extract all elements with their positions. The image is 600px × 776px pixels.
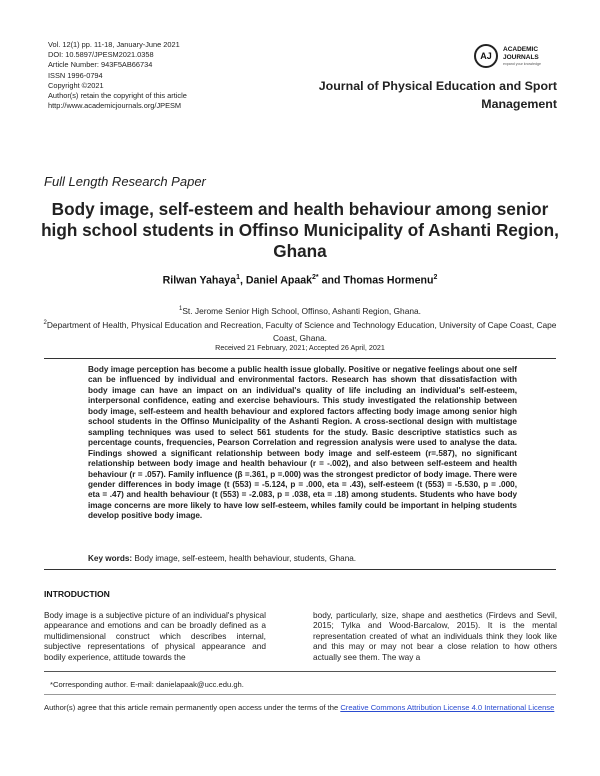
abstract-box	[44, 358, 556, 570]
meta-issn: ISSN 1996-0794	[48, 70, 103, 80]
author-1: Rilwan Yahaya	[162, 274, 237, 287]
author-3-sup: 2	[433, 274, 438, 281]
license-link[interactable]: Creative Commons Attribution License 4.0 International License	[340, 703, 555, 712]
author-list: Rilwan Yahaya$^1$, Daniel Apaak$^{2*}$ and Thomas Hormenu$^2$	[162, 274, 438, 287]
logo-mark-icon: AJ	[474, 44, 498, 68]
section-heading-introduction: INTRODUCTION	[44, 589, 110, 599]
affiliation-1	[36, 303, 564, 317]
meta-rights: Author(s) retain the copyright of this article	[48, 91, 187, 101]
body-column-right: body, particularly, size, shape and aesthetics (Firdevs and Sevil, 2015; Tylka and Wood-Barcalow, 2015). It is the mental representation created of what an individuals think they look like and this may or may not bear a close relation to how others actually see them. The way a	[313, 610, 557, 662]
meta-copyright: Copyright ©2021	[48, 80, 104, 90]
keywords	[88, 554, 356, 563]
license-text: Author(s) agree that this article remain permanently open access under the terms of the	[44, 703, 341, 712]
meta-article-number: Article Number: 943F5AB66734	[48, 60, 153, 70]
body-column-left: Body image is a subjective picture of an individual's physical appearance and emotions and can be broadly defined as a multidimensional construct which describes internal, subjective representations of physical appearance and bodily experience, attitude towards the	[44, 610, 266, 662]
paper-type: Full Length Research Paper	[44, 174, 206, 189]
logo-line2: JOURNALS	[503, 53, 539, 61]
meta-doi: DOI: 10.5897/JPESM2021.0358	[48, 50, 154, 60]
affiliation-2	[36, 317, 564, 344]
logo-wordmark	[503, 46, 539, 61]
author-2: Daniel Apaak	[245, 274, 312, 287]
license-note	[44, 702, 564, 713]
author-1-sup: 1	[236, 274, 240, 281]
author-3: Thomas Hormenu	[343, 274, 434, 287]
meta-url: http://www.academicjournals.org/JPESM	[48, 101, 182, 111]
author-2-sup: 2*	[312, 274, 319, 281]
received-accepted-dates: Received 21 February, 2021; Accepted 26 April, 2021	[215, 343, 385, 352]
affiliation-1-number: 1	[178, 306, 183, 312]
affiliation-2-text: Department of Health, Physical Education and Recreation, Faculty of Science and Technology Education, University of Cape Coast, Cape Coast, Ghana.	[46, 320, 557, 343]
article-metadata	[48, 40, 187, 111]
journal-title: Journal of Physical Education and Sport Management	[318, 79, 557, 111]
affiliation-1-text: St. Jerome Senior High School, Offinso, Ashanti Region, Ghana.	[182, 305, 421, 316]
paper-title: Body image, self-esteem and health behaviour among senior high school students in Offinso Municipality of Ashanti Region, Ghana	[41, 199, 559, 261]
license-divider	[44, 694, 556, 695]
corresponding-author: *Corresponding author. E-mail: danielapaak@ucc.edu.gh.	[50, 680, 244, 689]
abstract-text: Body image perception has become a public health issue globally. Positive or negative feelings about one self can be influenced by individual and environmental factors. Research has shown that dissatisfaction with body image can have an impact on an individual's quality of life including an individual's self-esteem, interpersonal confidence, eating and exercise behaviours. This study investigated the relationship between body image, self-esteem and health behaviour and explored factors affecting body image among senior high school students in the Offinso Municipality of the Ashanti Region. A cross-sectional design with multistage sampling techniques was used to select 561 students for the study. Basic descriptive statistics such as percentage counts, frequencies, Pearson Correlation and regression analysis were used to analyse the data. Findings showed a significant relationship between body image and self-esteem (r=.587), no significant relationship between body image and health behaviour (r = -.002), and also between self-esteem and health behaviour (r = .057). Family influence (β =.361, p =.000) was the strongest predictor of body image. There were gender differences in body image (t (553) = -5.124, p = .000, eta = .43), self-esteem (t (553) = -5.530, p = .000, eta = .47) and health behaviour (t (553) = -2.083, p = .038, eta = .18) among students. Students who have body image concerns are more likely to have low self-esteem, whiles family could be important in helping students develop positive body image.	[88, 365, 517, 521]
affiliation-2-number: 2	[43, 320, 47, 327]
keywords-text: Body image, self-esteem, health behaviour, students, Ghana.	[134, 554, 357, 563]
affiliations	[36, 303, 564, 344]
publisher-logo	[474, 40, 564, 74]
logo-line1: ACADEMIC	[503, 46, 539, 53]
footnote-divider	[44, 671, 556, 672]
meta-volume: Vol. 12(1) pp. 11-18, January-June 2021	[48, 40, 180, 49]
author-and: and	[321, 274, 341, 287]
keywords-label: Key words:	[88, 554, 133, 563]
logo-tagline: expand your knowledge	[503, 62, 541, 66]
